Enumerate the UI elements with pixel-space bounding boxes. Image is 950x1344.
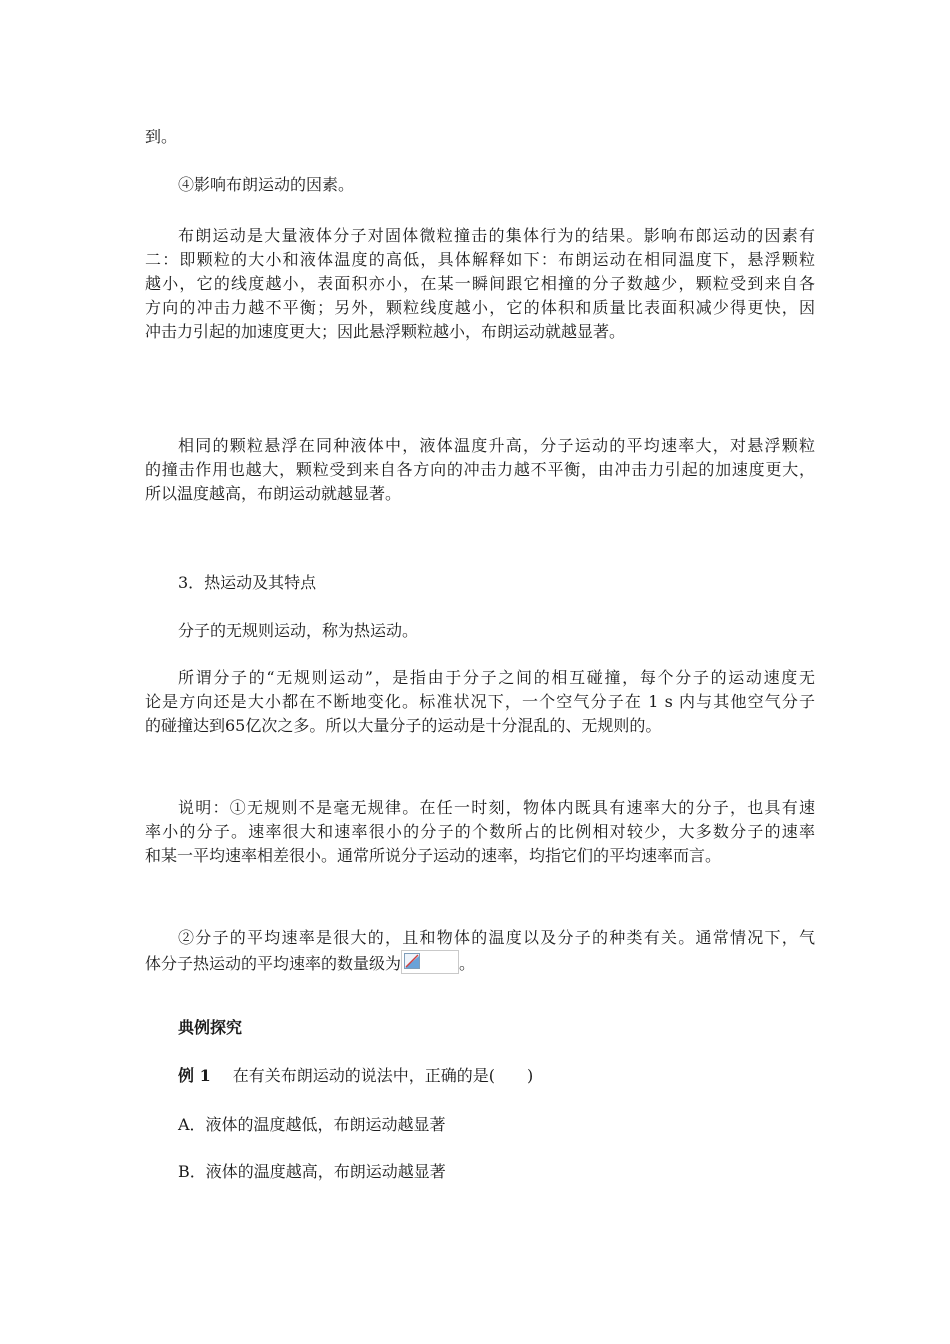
text-line: A．液体的温度越低，布朗运动越显著 [178, 1115, 446, 1134]
text-line: 方向的冲击力越不平衡；另外，颗粒线度越小，它的体积和质量比表面积减少得更快，因 [145, 298, 815, 317]
text-segment: 。 [459, 954, 476, 973]
section-heading-thermal-motion [145, 571, 848, 595]
text-line [145, 950, 815, 974]
text-line: ④影响布朗运动的因素。 [178, 175, 355, 194]
text-line: 冲击力引起的加速度更大；因此悬浮颗粒越小，布朗运动就越显著。 [145, 322, 626, 341]
paragraph-definition [145, 619, 848, 643]
text-line: 所以温度越高，布朗运动就越显著。 [145, 484, 402, 503]
text-line: 相同的颗粒悬浮在同种液体中，液体温度升高，分子运动的平均速率大，对悬浮颗粒 [178, 436, 815, 455]
text-line: 到。 [145, 127, 178, 146]
text-line: 论是方向还是大小都在不断地变化。标准状况下，一个空气分子在 1 s 内与其他空气分子 [145, 692, 815, 711]
text-line: 典例探究 [178, 1018, 243, 1037]
text-line: 分子的无规则运动，称为热运动。 [178, 621, 419, 640]
text-line: 越小，它的线度越小，表面积亦小，在某一瞬间跟它相撞的分子数越少，颗粒受到来自各 [145, 274, 815, 293]
text-line: 3．热运动及其特点 [178, 573, 317, 592]
text-line: 的碰撞达到65亿次之多。所以大量分子的运动是十分混乱的、无规则的。 [145, 716, 662, 735]
paragraph-brownian-factors [145, 224, 815, 344]
example-text: 在有关布朗运动的说法中，正确的是( ) [232, 1066, 534, 1085]
text-line: ②分子的平均速率是很大的，且和物体的温度以及分子的种类有关。通常情况下，气 [178, 928, 815, 947]
text-line: 的撞击作用也越大，颗粒受到来自各方向的冲击力越不平衡，由冲击力引起的加速度更大， [145, 460, 815, 479]
text-line: 率小的分子。速率很大和速率很小的分子的个数所占的比例相对较少，大多数分子的速率 [145, 822, 815, 841]
text-line: 和某一平均速率相差很小。通常所说分子运动的速率，均指它们的平均速率而言。 [145, 846, 722, 865]
paragraph-continuation [145, 125, 815, 149]
option-b [145, 1160, 848, 1184]
text-line: B．液体的温度越高，布朗运动越显著 [178, 1162, 446, 1181]
text-line: 所谓分子的“无规则运动”，是指由于分子之间的相互碰撞，每个分子的运动速度无 [178, 668, 815, 687]
example-label: 例 1 [178, 1066, 211, 1085]
text-line: 布朗运动是大量液体分子对固体微粒撞击的集体行为的结果。影响布郎运动的因素有 [178, 226, 815, 245]
text-line: 二：即颗粒的大小和液体温度的高低，具体解释如下：布朗运动在相同温度下，悬浮颗粒 [145, 250, 815, 269]
paragraph-irregular-motion [145, 666, 815, 738]
paragraph-factors-heading [145, 173, 848, 197]
option-a [145, 1113, 848, 1137]
text-segment: 体分子热运动的平均速率的数量级为 [145, 954, 402, 973]
paragraph-temperature [145, 434, 815, 506]
section-heading-examples [145, 1016, 848, 1040]
paragraph-average-speed [145, 926, 815, 974]
text-line: 说明：①无规则不是毫无规律。在任一时刻，物体内既具有速率大的分子，也具有速 [178, 798, 815, 817]
broken-image-icon [401, 950, 459, 974]
paragraph-explanation [145, 796, 815, 868]
example-question [145, 1064, 848, 1088]
